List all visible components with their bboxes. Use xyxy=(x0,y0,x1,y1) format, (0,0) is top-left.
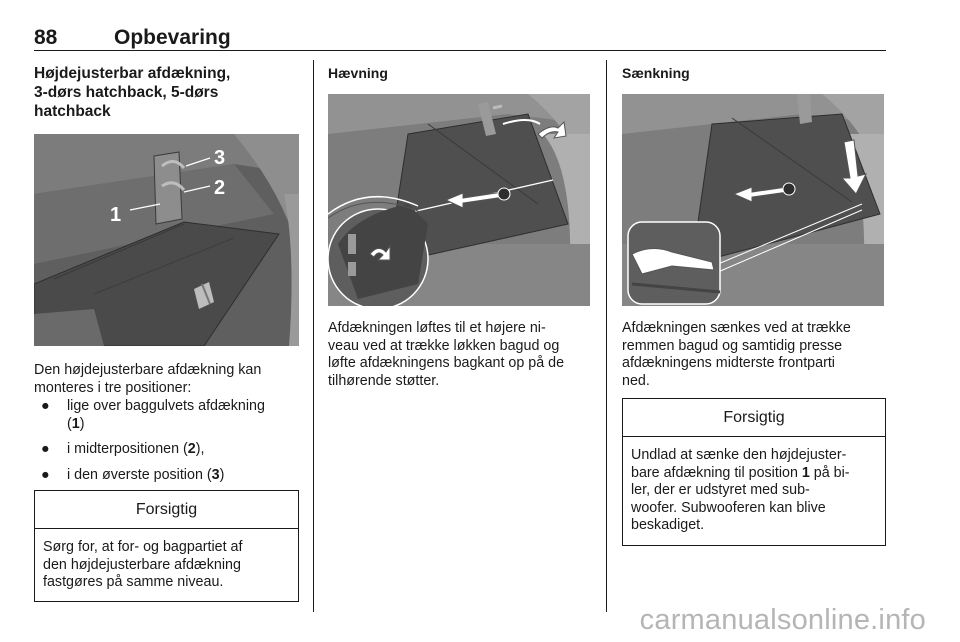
lowering-line: remmen bagud og samtidig presse xyxy=(622,337,843,354)
raising-text xyxy=(328,320,590,390)
position-list xyxy=(34,398,299,492)
figure-lowering xyxy=(622,94,884,306)
section-title xyxy=(34,64,299,121)
caution-body xyxy=(35,529,298,600)
caution-line: Sørg for, at for- og bagpartiet af xyxy=(43,539,243,555)
lowering-line: ned. xyxy=(622,372,650,389)
position-number: 2 xyxy=(187,441,196,458)
caution-title: Forsigtig xyxy=(35,491,298,529)
position-number: 3 xyxy=(211,466,220,483)
bullet-icon: ● xyxy=(41,466,50,483)
lowering-line: afdækningens midterste frontparti xyxy=(622,355,835,372)
raising-line: løfte afdækningens bagkant op på de xyxy=(328,355,565,372)
title-line-3: hatchback xyxy=(34,103,111,120)
title-line-1: Højdejusterbar afdækning, xyxy=(34,65,231,82)
column-3 xyxy=(622,64,886,82)
caution-title: Forsigtig xyxy=(623,399,885,437)
list-item xyxy=(34,467,299,485)
intro-line-1: Den højdejusterbare afdækning kan xyxy=(34,362,262,378)
caution-line: beskadiget. xyxy=(631,517,705,534)
raising-line: Afdækningen løftes til et højere ni- xyxy=(328,320,546,336)
list-item xyxy=(34,398,299,433)
bullet-text: ) xyxy=(219,466,225,483)
caution-box-1 xyxy=(34,490,299,602)
caution-line: Undlad at sænke den højdejuster- xyxy=(631,447,847,463)
page-number: 88 xyxy=(34,26,58,49)
bullet-icon: ● xyxy=(41,398,50,414)
subhead-raising: Hævning xyxy=(328,65,388,81)
title-line-2: 3-dørs hatchback, 5-dørs xyxy=(34,84,219,101)
lowering-line: Afdækningen sænkes ved at trække xyxy=(622,320,851,336)
bullet-text: lige over baggulvets afdækning xyxy=(67,398,265,414)
watermark: carmanualsonline.info xyxy=(639,604,926,636)
position-number: 1 xyxy=(71,415,80,432)
cover-positions-illustration xyxy=(34,134,299,346)
callout-1: 1 xyxy=(110,204,122,226)
column-2 xyxy=(328,64,590,82)
intro-text xyxy=(34,362,299,397)
subhead-lowering: Sænkning xyxy=(622,65,690,81)
lowering-text xyxy=(622,320,886,390)
position-number: 1 xyxy=(801,464,810,481)
bullet-text: ), xyxy=(195,441,205,458)
raising-line: tilhørende støtter. xyxy=(328,372,440,389)
figure-cover-positions xyxy=(34,134,299,346)
caution-line: på bi- xyxy=(809,464,850,481)
bullet-text: i midterpositionen ( xyxy=(67,441,188,458)
caution-line: fastgøres på samme niveau. xyxy=(43,574,224,591)
caution-line: woofer. Subwooferen kan blive xyxy=(631,499,826,516)
raising-line: veau ved at trække løkken bagud og xyxy=(328,337,560,354)
page-header xyxy=(34,26,886,51)
column-1 xyxy=(34,64,299,121)
intro-line-2: monteres i tre positioner: xyxy=(34,379,192,396)
bullet-icon: ● xyxy=(41,441,50,458)
callout-2: 2 xyxy=(214,177,226,199)
figure-raising xyxy=(328,94,590,306)
caution-line: den højdejusterbare afdækning xyxy=(43,556,241,573)
list-item xyxy=(34,441,299,459)
caution-box-2 xyxy=(622,398,886,546)
bullet-text: ) xyxy=(79,415,85,432)
chapter-title: Opbevaring xyxy=(114,26,231,49)
caution-line: bare afdækning til position xyxy=(631,464,802,481)
lowering-illustration xyxy=(622,94,884,306)
caution-line: ler, der er udstyret med sub- xyxy=(631,482,810,499)
column-divider-1 xyxy=(313,60,314,612)
caution-body xyxy=(623,437,885,543)
bullet-text: ( xyxy=(67,415,72,432)
column-divider-2 xyxy=(606,60,607,612)
callout-3: 3 xyxy=(214,147,226,169)
raising-illustration xyxy=(328,94,590,306)
bullet-text: i den øverste position ( xyxy=(67,466,212,483)
